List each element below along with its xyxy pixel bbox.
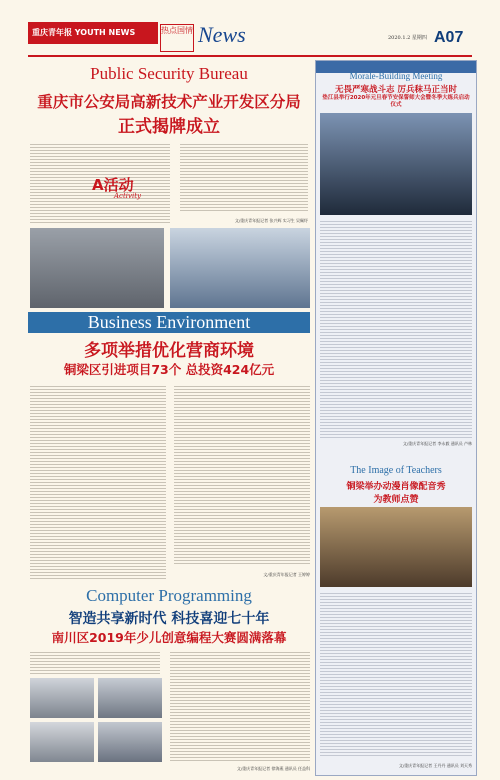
side2-title-line1: 铜梁举办动漫肖像配音秀	[346, 482, 446, 492]
article1-title-line1: 重庆市公安局高新技术产业开发区分局	[37, 93, 301, 111]
article1-photo-left	[30, 228, 164, 308]
article-computer-programming	[28, 586, 310, 776]
article3-credit: 文/重庆青年报记者 徐海燕 通讯员 任益科	[236, 766, 310, 771]
side2-credit: 文/重庆青年报记者 王丹丹 通讯员 刘天秀	[398, 763, 472, 768]
article-public-security	[28, 60, 310, 310]
side1-title-line2: 垫江县举行2020年元旦春节安保誓师大会暨冬季大练兵启动仪式	[322, 95, 470, 108]
news-logo: News	[198, 22, 246, 47]
paper-name: 重庆青年报 YOUTH NEWS	[32, 28, 136, 37]
article3-body-left	[30, 650, 160, 674]
badge-text: A活动	[92, 176, 134, 194]
article2-title-line2: 铜梁区引进项目73个 总投资424亿元	[63, 362, 275, 377]
article1-photo-right	[170, 228, 310, 308]
side1-photo	[320, 113, 472, 215]
article2-en-title: Business Environment	[28, 312, 310, 333]
article2-body-right	[174, 384, 310, 564]
article2-title-line1: 多项举措优化营商环境	[84, 341, 254, 361]
article3-photo-3	[30, 722, 94, 762]
side1-body	[320, 219, 472, 439]
article3-photo-2	[98, 678, 162, 718]
article-business-environment	[28, 312, 310, 584]
article1-badge	[92, 174, 148, 204]
article3-title-line2: 南川区2019年少儿创意编程大赛圆满落幕	[51, 630, 287, 645]
masthead-date: 2020.1.2 星期四	[388, 35, 427, 41]
section-label: 热点国情	[160, 24, 194, 52]
side1-credit: 文/重庆青年报记者 李永毅 通讯员 卢林	[402, 441, 472, 446]
article2-body-left	[30, 384, 166, 580]
page-number: A07	[434, 29, 464, 46]
article1-en-title: Public Security Bureau	[90, 64, 248, 83]
article2-credit: 文/重庆青年报记者 王婷婷	[263, 572, 310, 577]
article3-en-title: Computer Programming	[86, 586, 252, 605]
side2-body	[320, 591, 472, 757]
article3-title-line1: 智造共享新时代 科技喜迎七十年	[68, 611, 270, 627]
masthead	[0, 0, 500, 58]
sidebar	[315, 60, 477, 776]
article1-title-line2: 正式揭牌成立	[118, 117, 220, 137]
side1-en-title: Morale-Building Meeting	[349, 71, 443, 81]
side2-en-title: The Image of Teachers	[350, 465, 442, 476]
side1-title-line1: 无畏严寒战斗志 厉兵秣马正当时	[335, 85, 457, 95]
article1-credit: 文/重庆青年报记者 张兴辉 实习生 吴佩纾	[234, 218, 308, 223]
article3-photo-1	[30, 678, 94, 718]
article1-body-right	[180, 142, 308, 212]
article3-photo-4	[98, 722, 162, 762]
badge-en: Activity	[114, 192, 141, 200]
side2-photo	[320, 507, 472, 587]
masthead-rule	[28, 55, 472, 57]
side2-title-line2: 为教师点赞	[373, 495, 419, 505]
article3-body-right	[170, 650, 310, 762]
